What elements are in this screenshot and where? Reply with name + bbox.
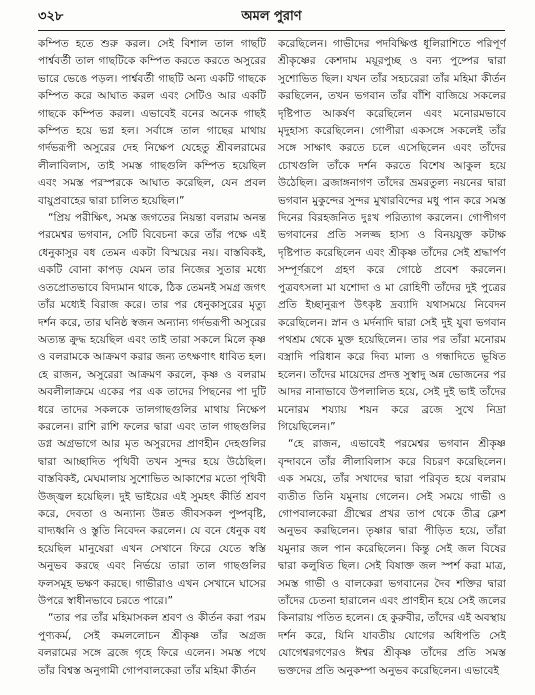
page-header	[38, 8, 505, 31]
paragraph: “প্রিয় পরীক্ষিৎ, সমস্ত জগতের নিয়ন্তা বলরাম অনন্ত পরমেশ্বর ভগবান, সেটি বিবেচনা করে তাঁর পক্ষে এই ধেনুকাসুর বধ তেমন একটা বিস্ময়ের নয়। বাস্তবিকই, একটি বোনা কাপড় যেমন তার নিজের সুতার মধ্যে ওতপ্রোতভাবে বিদ্যমান থাকে, ঠিক তেমনই সমগ্র জগৎ তাঁর মধ্যেই বিরাজ করে। তার পর ধেনুকাসুরের মৃত্যু দর্শন করে, তার ঘনিষ্ঠ স্বজন অন্যান্য গর্দভরূপী অসুরের অত্যন্ত ক্রুদ্ধ হয়েছিল এবং তাই তারা সকলে মিলে কৃষ্ণ ও বলরামকে আক্রমণ করার জন্য তৎক্ষণাৎ ধাবিত হল। হে রাজন, অসুরেরা আক্রমণ করলে, কৃষ্ণ ও বলরাম অবলীলাক্রমে একের পর এক তাদের পিছনের পা দুটি ধরে তাদের সকলকে তালগাছগুলির মাথায় নিক্ষেপ করলেন। রাশি রাশি ফলের দ্বারা এবং তাল গাছগুলির ডগ্ন অগ্রভাগে আর মৃত অসুরদের প্রাণহীন দেহগুলির দ্বারা আচ্ছাদিত পৃথিবী তখন সুন্দর হয়ে উঠেছিল। বাস্তবিকই, মেঘমালায় সুশোভিত আকাশের মতো পৃথিবী উজ্জ্বল হয়েছিল। দুই ভাইয়ের এই সুমহৎ কীর্তি শ্রবণ করে, দেবতা ও অন্যান্য উন্নত জীবসকল পুষ্পবৃষ্টি, বাদ্যধ্বনি ও স্তুতি নিবেদন করলেন। যে বনে ধেনুক বধ হয়েছিল মানুষেরা এখন সেখানে ফিরে যেতে স্বস্তি অনুভব করছে এবং নির্ভয়ে তারা তাল গাছগুলির ফলসমূহ ভক্ষণ করছে। গাভীরাও এখন সেখানে ঘাসের উপরে স্বাধীনভাবে চরতে পারে।”	[38, 212, 266, 607]
paragraph: কম্পিত হতে শুরু করল। সেই বিশাল তাল গাছটি পার্শ্ববর্তী তাল গাছটিকে কম্পিত করতে করতে অসুরের ভারে ভেঙে পড়ল। পার্শ্ববর্তী গাছটি অন্য একটি গাছকে কম্পিত করে আঘাত করল এবং সেটিও আর একটি গাছকে কম্পিত করল। এভাবেই বনের অনেক গাছই কম্পিত হয়ে ভগ্ন হল। সর্বাঙ্গে তাল গাছের মাথায় গর্দভরূপী অসুরের দেহ নিক্ষেপ যেহেতু শ্রীবলরামের লীলাবিলাস, তাই সমস্ত গাছগুলি কম্পিত হয়েছিল এবং সমস্ত পরস্পরকে আঘাত করেছিল, যেন প্রবল বায়ুপ্রবাহের দ্বারা চালিত হয়েছিল।”	[38, 38, 266, 207]
page-number: ৩২৮	[38, 9, 64, 24]
running-title: অমল পুরাণ	[241, 9, 302, 24]
paragraph: করেছিলেন। গাভীদের পদবিক্ষিপ্ত ধূলিরাশিতে পরিপূর্ণ শ্রীকৃষ্ণের কেশদাম ময়ূরপুচ্ছ ও বন্য পুষ্পের দ্বারা সুশোভিত ছিল। যখন তাঁর সহচরেরা তাঁর মহিমা কীর্তন করছিলেন, তখন ভগবান তাঁর বাঁশি বাজিয়ে সকলের দৃষ্টিপাত আকর্ষণ করেছিলেন এবং মনোরমভাবে মৃদুহাস্য করেছিলেন। গোপীরা একসঙ্গে সকলেই তাঁর সঙ্গে সাক্ষাৎ করতে চলে এসেছিলেন এবং তাঁদের চোখগুলি তাঁকে দর্শন করতে বিশেষ আকুল হয়ে উঠেছিল। ব্রজাঙ্গনাগণ তাঁদের ভ্রমরতুল্য নয়নের দ্বারা ভগবান মুকুন্দের সুন্দর মুখারবিন্দের মধু পান করে সমস্ত দিনের বিরহজনিত দুঃখ পরিত্যাগ করলেন। গোপীগণ ভগবানের প্রতি সলজ্জ হাস্য ও বিনয়যুক্ত কটাক্ষ দৃষ্টিপাত করেছিলেন এবং শ্রীকৃষ্ণ তাঁদের সেই শ্রদ্ধার্পণ সম্পূর্ণরূপে গ্রহণ করে গোষ্ঠে প্রবেশ করলেন। পুত্রবৎসলা মা যশোদা ও মা রোহিণী তাঁদের দুই পুত্রের প্রতি ইচ্ছানুরূপ উৎকৃষ্ট দ্রব্যাদি যথাসময়ে নিবেদন করেছিলেন। স্নান ও মর্দনাদি দ্বারা সেই দুই যুবা ভগবান পথশ্রম থেকে মুক্ত হয়েছিলেন। তার পর তাঁরা মনোরম বস্ত্রাদি পরিধান করে দিব্য মাল্য ও গন্ধাদিতে ভূষিত হলেন। তাঁদের মায়েদের প্রদত্ত সুস্বাদু অন্ন ভোজনের পর আদর নানাভাবে উপলালিত হয়ে, সেই দুই ভাই তাঁদের মনোরম শয্যায় শয়ন করে ব্রজে সুখে নিদ্রা গিয়েছিলেন।”	[278, 38, 506, 433]
left-column	[38, 36, 266, 688]
right-column	[278, 36, 506, 688]
paragraph: “হে রাজন, এভাবেই পরমেশ্বর ভগবান শ্রীকৃষ্ণ বৃন্দাবনে তাঁর লীলাবিলাস করে বিচরণ করেছিলেন। এক সময়ে, তাঁর সখাদের দ্বারা পরিবৃত হয়ে বলরাম ব্যতীত তিনি যমুনায় গেলেন। সেই সময়ে গাভী ও গোপবালকেরা গ্রীষ্মের প্রখর তাপ থেকে তীব্র ক্লেশ অনুভব করছিলেন। তৃষ্ণার দ্বারা পীড়িত হয়ে, তাঁরা যমুনার জল পান করেছিলেন। কিন্তু সেই জল বিষের দ্বারা কলুষিত ছিল। সেই বিষাক্ত জল স্পর্শ করা মাত্র, সমস্ত গাভী ও বালকেরা ভগবানের দৈব শক্তির দ্বারা তাঁদের চেতনা হারালেন এবং প্রাণহীন হয়ে সেই জলের কিনারায় পতিত হলেন। হে কুরুবীর, তাঁদের এই অবস্থায় দর্শন করে, যিনি যাবতীয় যোগের অধিপতি সেই যোগেশ্বরগণেরও ঈশ্বর শ্রীকৃষ্ণ তাঁদের প্রতি সমস্ত ভক্তদের প্রতি অনুকম্পা অনুভব করেছিলেন। এভাবেই	[278, 438, 506, 677]
paragraph: “তার পর তাঁর মহিমাসকল শ্রবণ ও কীর্তন করা পরম পুণ্যকর্ম, সেই কমললোচন শ্রীকৃষ্ণ তাঁর অগ্রজ বলরামের সঙ্গে ব্রজে গৃহে ফিরে এলেন। সমস্ত পথে তাঁর বিশ্বস্ত অনুগামী গোপবালকেরা তাঁর মহিমা কীর্তন	[38, 612, 266, 677]
